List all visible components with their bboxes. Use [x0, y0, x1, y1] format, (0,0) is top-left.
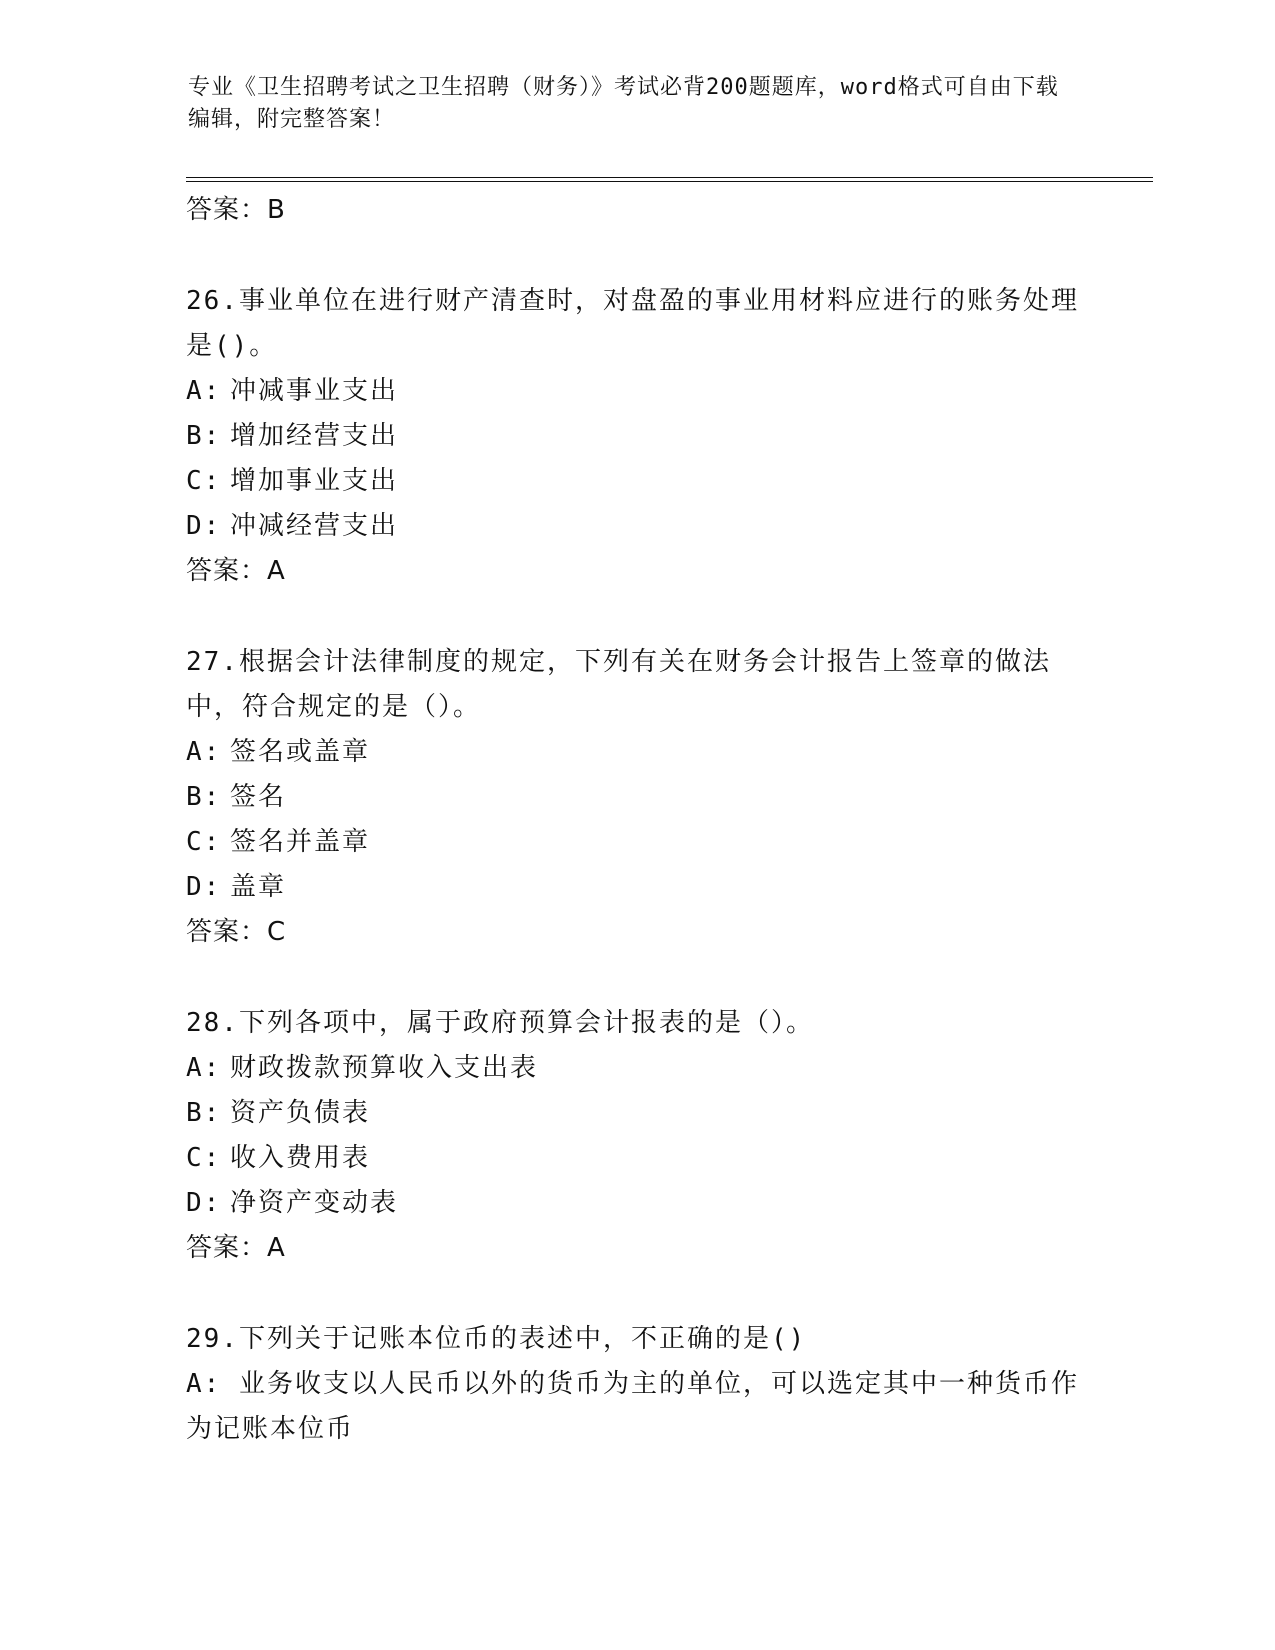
option-letter: B: — [186, 782, 222, 812]
option-text: 业务收支以人民币以外的货币为主的单位，可以选定其中一种货币作为记账本位币 — [186, 1369, 1079, 1444]
option-text: 资产负债表 — [230, 1098, 371, 1128]
option-text: 签名或盖章 — [230, 737, 371, 767]
answer-line: 答案：C — [186, 917, 287, 947]
option-letter: A: — [186, 376, 222, 406]
option-text: 收入费用表 — [230, 1143, 371, 1173]
option-d — [186, 1181, 1086, 1226]
option-letter: C: — [186, 827, 222, 857]
question-29 — [186, 1317, 1086, 1452]
answer-line: 答案：A — [186, 1233, 286, 1263]
option-b — [186, 1091, 1086, 1136]
option-letter: D: — [186, 511, 222, 541]
question-stem: 27.根据会计法律制度的规定，下列有关在财务会计报告上签章的做法中，符合规定的是（）。 — [186, 647, 1051, 722]
option-text: 财政拨款预算收入支出表 — [230, 1053, 539, 1083]
option-c — [186, 459, 1086, 504]
option-text: 增加事业支出 — [230, 466, 399, 496]
option-letter: D: — [186, 872, 222, 902]
question-stem: 26.事业单位在进行财产清查时，对盘盈的事业用材料应进行的账务处理是()。 — [186, 286, 1079, 361]
option-letter: D: — [186, 1188, 222, 1218]
option-text: 冲减事业支出 — [230, 376, 399, 406]
option-a — [186, 369, 1086, 414]
option-letter: C: — [186, 1143, 222, 1173]
question-stem: 28.下列各项中，属于政府预算会计报表的是（）。 — [186, 1008, 814, 1038]
option-text: 净资产变动表 — [230, 1188, 399, 1218]
option-letter: C: — [186, 466, 222, 496]
header-divider-bottom — [186, 181, 1153, 182]
option-letter: A: — [186, 737, 222, 767]
document-header: 专业《卫生招聘考试之卫生招聘（财务）》考试必背200题题库，word格式可自由下载编辑，附完整答案！ — [188, 75, 1059, 132]
option-b — [186, 775, 1086, 820]
option-text: 签名并盖章 — [230, 827, 371, 857]
question-stem: 29.下列关于记账本位币的表述中，不正确的是() — [186, 1324, 807, 1354]
option-text: 冲减经营支出 — [230, 511, 399, 541]
option-text: 增加经营支出 — [230, 421, 399, 451]
option-d — [186, 504, 1086, 549]
header-divider-top — [186, 177, 1153, 178]
option-c — [186, 820, 1086, 865]
option-letter: B: — [186, 1098, 222, 1128]
question-26 — [186, 279, 1086, 594]
question-27 — [186, 640, 1086, 955]
document-body — [186, 188, 1086, 1452]
option-a — [186, 1362, 1086, 1452]
option-letter: A: — [186, 1053, 222, 1083]
option-text: 签名 — [230, 782, 287, 812]
option-a — [186, 730, 1086, 775]
answer-line: 答案：A — [186, 556, 286, 586]
option-letter: B: — [186, 421, 222, 451]
option-b — [186, 414, 1086, 459]
option-text: 盖章 — [230, 872, 287, 902]
option-letter: A: — [186, 1369, 239, 1399]
option-a — [186, 1046, 1086, 1091]
lead-answer: 答案：B — [186, 195, 286, 225]
option-c — [186, 1136, 1086, 1181]
option-d — [186, 865, 1086, 910]
question-28 — [186, 1001, 1086, 1271]
